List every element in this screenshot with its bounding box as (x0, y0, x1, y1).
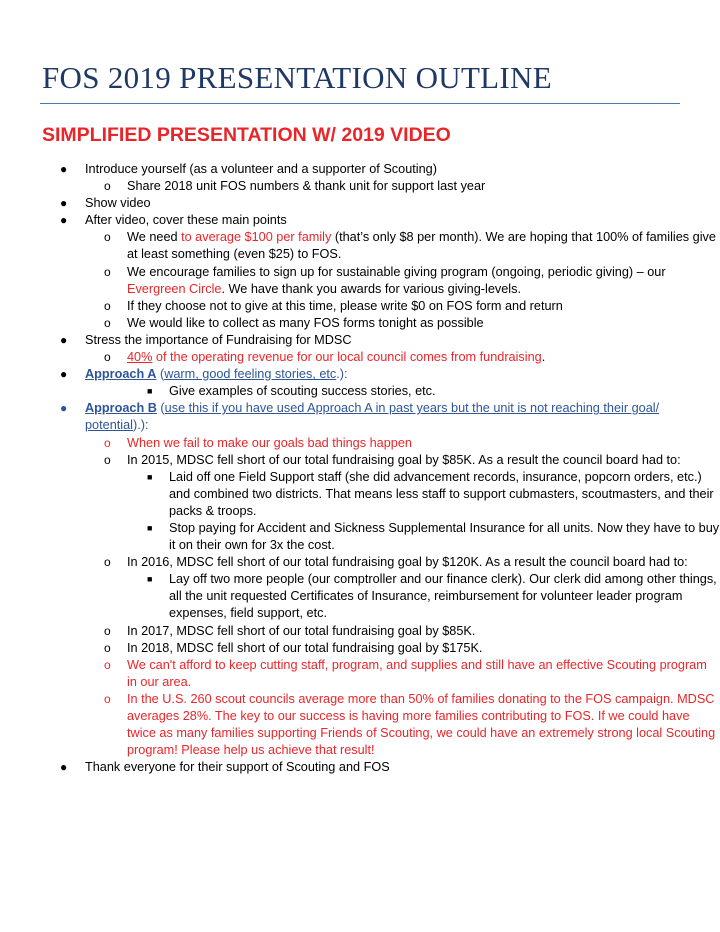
list-item: ■ Stop paying for Accident and Sickness Supplemental Insurance for all units. Now they have to buy it on their own for 3x the cost. (147, 520, 720, 553)
list-item: ● Introduce yourself (as a volunteer and a supporter of Scouting) (0, 161, 720, 178)
list-item: o We would like to collect as many FOS forms tonight as possible (0, 315, 720, 332)
highlight-text: Evergreen Circle (127, 281, 222, 296)
bullet-icon: ● (60, 760, 68, 775)
outline-list (0, 161, 720, 776)
list-item: o When we fail to make our goals bad things happen (0, 435, 720, 452)
title-divider (40, 103, 680, 104)
list-item: ● Show video (0, 195, 720, 212)
list-item: o In 2016, MDSC fell short of our total fundraising goal by $120K. As a result the council board had to: (0, 554, 720, 571)
section-heading: SIMPLIFIED PRESENTATION W/ 2019 VIDEO (42, 124, 451, 146)
square-bullet-icon: ■ (147, 522, 153, 533)
highlight-text: to average $100 per family (181, 230, 332, 245)
bullet-icon: ● (60, 332, 68, 347)
circle-bullet-icon: o (104, 691, 111, 706)
approach-b-note: use this if you have used Approach A in past years but the unit is not reaching their goal/ potential (85, 401, 660, 433)
list-item: ● Thank everyone for their support of Scouting and FOS (0, 759, 720, 776)
circle-bullet-icon: o (104, 230, 111, 245)
page-title: FOS 2019 PRESENTATION OUTLINE (42, 60, 552, 95)
square-bullet-icon: ■ (147, 386, 153, 397)
circle-bullet-icon: o (104, 657, 111, 672)
list-item: ■ Give examples of scouting success stories, etc. (0, 383, 720, 400)
approach-b-link[interactable]: Approach B (85, 401, 157, 416)
list-item: ■ Lay off two more people (our comptroller and our finance clerk). Our clerk did among other things, all the unit requested Certificates of Insurance, reimbursement for volunteer leader program expenses, field support, etc. (147, 572, 717, 621)
list-item: o We encourage families to sign up for sustainable giving program (ongoing, periodic giving) – our Evergreen Circle. We have thank you awards for various giving-levels. (104, 264, 666, 296)
approach-a-link[interactable]: Approach A (85, 367, 157, 382)
circle-bullet-icon: o (104, 435, 111, 450)
list-item: o 40% of the operating revenue for our local council comes from fundraising. (0, 349, 720, 366)
bullet-icon: ● (60, 162, 68, 176)
bullet-icon: ● (60, 367, 68, 382)
list-item: ■ Laid off one Field Support staff (she did advancement records, insurance, popcorn orders, etc.) and combined two districts. That means less staff to support cubmasters, scoutmasters, and their packs & troops. (147, 469, 714, 518)
circle-bullet-icon: o (104, 555, 111, 570)
circle-bullet-icon: o (104, 640, 111, 655)
list-item: ● Approach A (warm, good feeling stories, etc.): (0, 366, 720, 383)
list-item: ● Stress the importance of Fundraising for MDSC (0, 332, 720, 349)
circle-bullet-icon: o (104, 623, 111, 638)
list-item: o In the U.S. 260 scout councils average more than 50% of families donating to the FOS campaign. MDSC averages 28%. The key to our success is having more families contributing to FOS. If we could have twice as many families supporting Friends of Scouting, we could have an extremely strong local Scouting program! Please help us achieve that result! (104, 691, 716, 758)
bullet-icon: ● (60, 213, 68, 228)
circle-bullet-icon: o (104, 264, 111, 279)
square-bullet-icon: ■ (147, 471, 153, 482)
list-item: o We need to average $100 per family (that’s only $8 per month). We are hoping that 100% of families give at least something (even $25) to FOS. (104, 230, 716, 262)
approach-a-note: warm, good feeling stories, etc (164, 367, 337, 382)
list-item: o If they choose not to give at this time, please write $0 on FOS form and return (0, 298, 720, 315)
list-item: ● Approach B (use this if you have used Approach A in past years but the unit is not reaching their goal/ potential).): (60, 401, 660, 433)
square-bullet-icon: ■ (147, 574, 153, 585)
bullet-icon: ● (60, 196, 68, 211)
list-item: ● After video, cover these main points (0, 212, 720, 229)
circle-bullet-icon: o (104, 452, 111, 467)
list-item: o Share 2018 unit FOS numbers & thank unit for support last year (0, 178, 720, 195)
highlight-text: 40% (127, 350, 153, 365)
circle-bullet-icon: o (104, 315, 111, 330)
circle-bullet-icon: o (104, 350, 111, 365)
list-item: o In 2017, MDSC fell short of our total fundraising goal by $85K. (0, 623, 720, 640)
circle-bullet-icon: o (104, 179, 111, 194)
highlight-text: of the operating revenue for our local council comes from fundraising (152, 350, 542, 365)
circle-bullet-icon: o (104, 298, 111, 313)
list-item: o In 2015, MDSC fell short of our total fundraising goal by $85K. As a result the council board had to: (0, 452, 720, 469)
bullet-icon: ● (60, 401, 68, 416)
list-item: o In 2018, MDSC fell short of our total fundraising goal by $175K. (0, 640, 720, 657)
list-item: o We can't afford to keep cutting staff, program, and supplies and still have an effective Scouting program in our area. (104, 657, 707, 689)
